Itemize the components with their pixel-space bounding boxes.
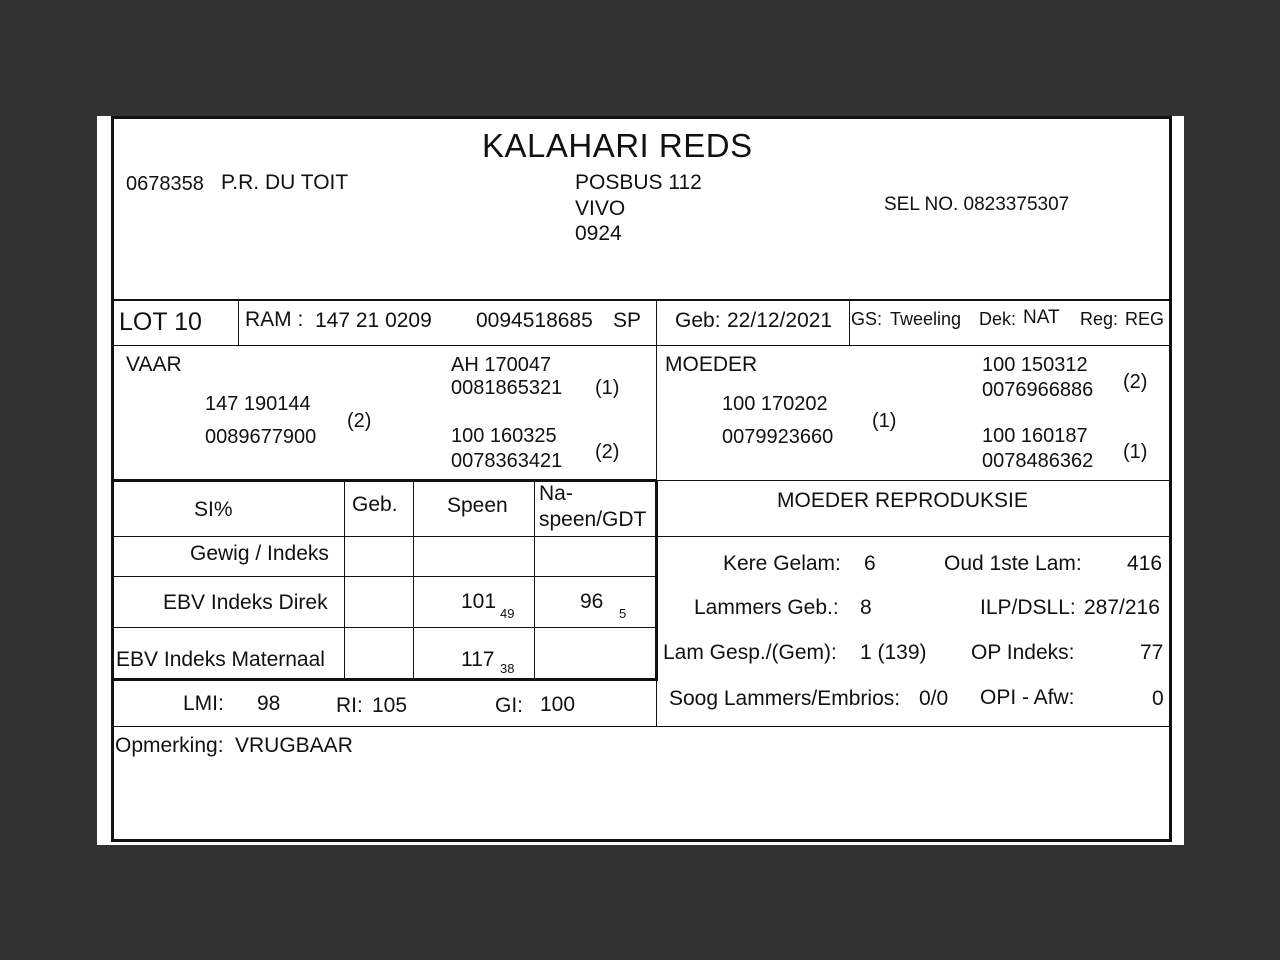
op-value: 77 xyxy=(1140,641,1164,664)
opi-label: OPI - Afw: xyxy=(980,686,1075,709)
divider xyxy=(111,678,658,681)
divider xyxy=(413,480,414,679)
divider xyxy=(534,480,535,679)
divider xyxy=(111,479,657,482)
gesp-label: Lam Gesp./(Gem): xyxy=(663,641,837,664)
dam-mark: (1) xyxy=(872,410,897,432)
maternaal-speen-accuracy: 38 xyxy=(500,661,515,676)
dam-sire-id: 100 150312 xyxy=(982,354,1088,376)
remark-label: Opmerking: xyxy=(115,734,224,757)
divider xyxy=(657,480,1171,481)
naspeen-header-1: Na- xyxy=(539,482,573,505)
divider xyxy=(111,536,1171,537)
breed-title: KALAHARI REDS xyxy=(482,127,753,164)
divider xyxy=(656,346,657,480)
gs-label: GS: xyxy=(851,309,883,329)
cell-number: SEL NO. 0823375307 xyxy=(884,194,1070,215)
reproduction-title: MOEDER REPRODUKSIE xyxy=(777,489,1028,512)
address-line-2: VIVO xyxy=(575,197,626,220)
dam-sire-mark: (2) xyxy=(1123,371,1148,393)
ilp-value: 287/216 xyxy=(1084,596,1160,619)
dam-label: MOEDER xyxy=(665,353,758,376)
row-label-gewig: Gewig / Indeks xyxy=(190,542,329,565)
birth-label: Geb: xyxy=(675,309,721,332)
dek-label: Dek: xyxy=(979,309,1017,329)
lot-number: LOT 10 xyxy=(119,308,202,336)
divider xyxy=(656,680,657,727)
ri-label: RI: xyxy=(336,694,363,717)
sire-mark: (2) xyxy=(347,410,372,432)
dam-dam-reg: 0078486362 xyxy=(982,450,1094,472)
divider xyxy=(111,627,657,628)
dam-id: 100 170202 xyxy=(722,393,828,415)
lammers-label: Lammers Geb.: xyxy=(694,596,839,619)
dek-value: NAT xyxy=(1023,307,1060,328)
sire-reg: 0089677900 xyxy=(205,426,317,448)
gi-value: 100 xyxy=(540,693,576,716)
ram-grade: SP xyxy=(613,309,642,332)
sire-dam-id: 100 160325 xyxy=(451,425,557,447)
owner-name: P.R. DU TOIT xyxy=(221,171,349,194)
divider xyxy=(238,300,239,345)
ram-label: RAM : xyxy=(245,308,304,331)
ri-value: 105 xyxy=(372,694,408,717)
op-label: OP Indeks: xyxy=(971,641,1075,664)
dam-sire-reg: 0076966886 xyxy=(982,379,1094,401)
soog-value: 0/0 xyxy=(919,687,949,710)
opi-value: 0 xyxy=(1152,687,1164,710)
owner-id: 0678358 xyxy=(126,173,204,195)
sire-sire-id: AH 170047 xyxy=(451,354,552,376)
naspeen-header-2: speen/GDT xyxy=(539,508,647,531)
lot-card xyxy=(97,116,1184,845)
gs-value: Tweeling xyxy=(890,309,962,329)
divider xyxy=(111,299,1171,301)
sire-id: 147 190144 xyxy=(205,393,311,415)
sire-dam-mark: (2) xyxy=(595,441,620,463)
row-label-direk: EBV Indeks Direk xyxy=(163,591,328,614)
soog-label: Soog Lammers/Embrios: xyxy=(669,687,901,710)
maternaal-speen: 117 xyxy=(461,648,495,671)
reg-value: REG xyxy=(1125,309,1165,329)
oud-value: 416 xyxy=(1127,552,1163,575)
kere-label: Kere Gelam: xyxy=(723,552,841,575)
divider xyxy=(655,480,658,681)
border-right xyxy=(1169,116,1172,842)
speen-header: Speen xyxy=(447,494,508,517)
direk-speen: 101 xyxy=(461,590,497,613)
gi-label: GI: xyxy=(495,694,524,717)
dam-dam-id: 100 160187 xyxy=(982,425,1088,447)
ilp-label: ILP/DSLL: xyxy=(980,596,1076,619)
address-line-1: POSBUS 112 xyxy=(575,171,702,194)
oud-label: Oud 1ste Lam: xyxy=(944,552,1082,575)
reg-label: Reg: xyxy=(1080,309,1119,329)
sire-sire-reg: 0081865321 xyxy=(451,377,563,399)
sire-sire-mark: (1) xyxy=(595,377,620,399)
direk-naspeen: 96 xyxy=(580,590,604,613)
direk-naspeen-accuracy: 5 xyxy=(619,606,627,621)
si-header: SI% xyxy=(194,498,233,521)
divider xyxy=(849,300,850,345)
geb-header: Geb. xyxy=(352,493,398,516)
border-top xyxy=(111,116,1172,119)
border-bottom xyxy=(111,839,1172,842)
kere-value: 6 xyxy=(864,552,876,575)
birth-date: 22/12/2021 xyxy=(727,309,833,332)
lmi-label: LMI: xyxy=(183,692,224,715)
divider xyxy=(344,480,345,679)
lammers-value: 8 xyxy=(860,596,872,619)
lmi-value: 98 xyxy=(257,692,281,715)
divider xyxy=(111,576,657,577)
address-line-3: 0924 xyxy=(575,222,622,245)
dam-reg: 0079923660 xyxy=(722,426,834,448)
sire-label: VAAR xyxy=(126,353,182,376)
divider xyxy=(656,300,657,345)
sire-dam-reg: 0078363421 xyxy=(451,450,563,472)
gesp-value: 1 (139) xyxy=(860,641,927,664)
divider xyxy=(111,345,1171,346)
row-label-maternaal: EBV Indeks Maternaal xyxy=(116,648,325,671)
ram-reg-number: 0094518685 xyxy=(476,309,593,332)
remark-value: VRUGBAAR xyxy=(235,734,353,757)
dam-dam-mark: (1) xyxy=(1123,441,1148,463)
ram-id: 147 21 0209 xyxy=(315,309,432,332)
direk-speen-accuracy: 49 xyxy=(500,606,515,621)
divider xyxy=(111,726,1171,727)
